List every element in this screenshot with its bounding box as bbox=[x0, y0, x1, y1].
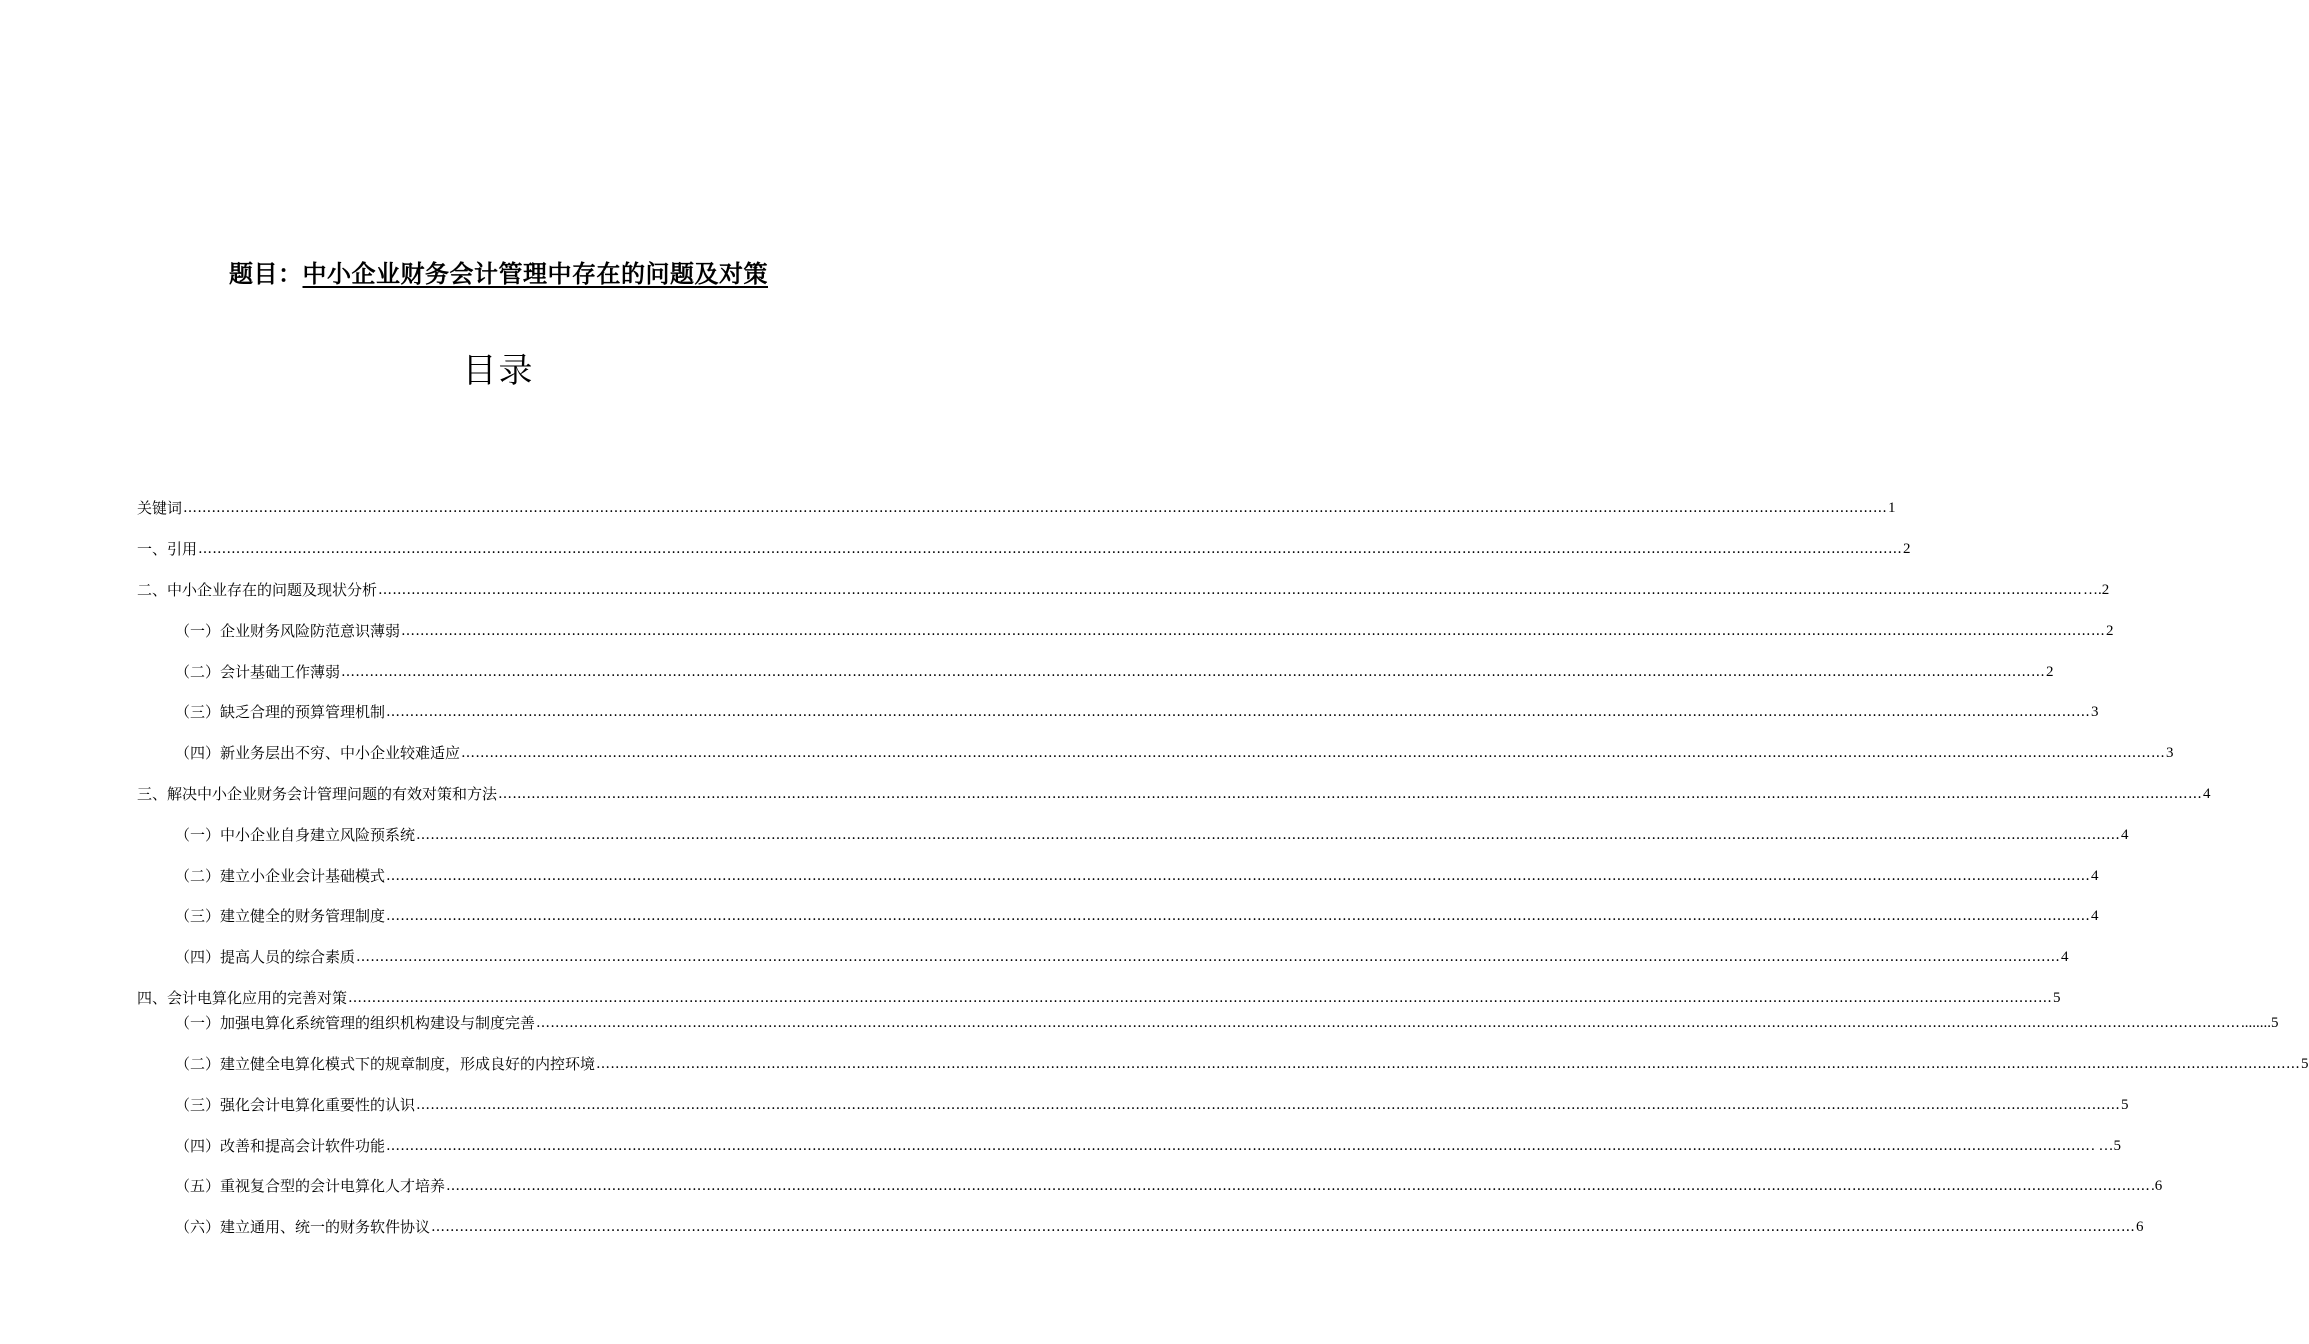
toc-leader-dots: ……………………………………………………………………………………………………………………………………………………………………………………………………………………………………………………………………………………………………………………………… bbox=[461, 745, 2166, 761]
toc-entry-label: （三）建立健全的财务管理制度 bbox=[175, 907, 386, 925]
toc-entry bbox=[175, 823, 2129, 847]
toc-entry-label: 关键词 bbox=[137, 499, 183, 517]
toc-entry-label: （四）改善和提高会计软件功能 bbox=[175, 1137, 386, 1155]
toc-leader-dots: ……………………………………………………………………………………………………………………………………………………………………………………………………………………………………………………………………………………………………………………………… bbox=[378, 582, 2083, 598]
toc-entry-page: 2 bbox=[1903, 541, 1911, 557]
toc-leader-dots: ……………………………………………………………………………………………………………………………………………………………………………………………………………………………………………………………………………………………………………………………… bbox=[198, 541, 1903, 557]
toc-leader-dots: ……………………………………………………………………………………………………………………………………………………………………………………………………………………………………………………………………………………………………………………………… bbox=[416, 1097, 2121, 1113]
toc-entry-label: 二、中小企业存在的问题及现状分析 bbox=[137, 581, 378, 599]
toc-entry bbox=[175, 660, 2054, 684]
toc-entry bbox=[137, 578, 2110, 602]
toc-entry-label: （三）强化会计电算化重要性的认识 bbox=[175, 1096, 416, 1114]
toc-entry-page: 4 bbox=[2121, 827, 2129, 843]
toc-entry bbox=[175, 1093, 2129, 1117]
toc-entry bbox=[175, 1174, 2163, 1198]
toc-leader-dots: ……………………………………………………………………………………………………………………………………………………………………………………………………………………………………………………………………………………………………………………………… bbox=[431, 1219, 2136, 1235]
toc-leader-dots: ……………………………………………………………………………………………………………………………………………………………………………………………………………………………………………………………………………………………………………………………… bbox=[341, 664, 2046, 680]
toc-entry bbox=[175, 700, 2099, 724]
toc-leader-dots: ……………………………………………………………………………………………………………………………………………………………………………………………………………………………………………………………………………………………………………………………… bbox=[183, 500, 1888, 516]
toc-entry bbox=[175, 1134, 2122, 1158]
title-main: 中小企业财务会计管理中存在的问题及对策 bbox=[302, 259, 768, 288]
toc-entry-label: （三）缺乏合理的预算管理机制 bbox=[175, 703, 386, 721]
toc-entry-page: 4 bbox=[2091, 868, 2099, 884]
toc-entry-page: 6 bbox=[2136, 1219, 2144, 1235]
toc-entry-page: 5 bbox=[2053, 990, 2061, 1006]
toc-leader-dots: ……………………………………………………………………………………………………………………………………………………………………………………………………………………………………………………………………………………………………………………………… bbox=[386, 1138, 2091, 1154]
toc-leader-dots: ……………………………………………………………………………………………………………………………………………………………………………………………………………………………………………………………………………………………………………………………… bbox=[446, 1178, 2151, 1194]
toc-entry bbox=[175, 1052, 2309, 1076]
toc-entry-page: 2 bbox=[2046, 664, 2054, 680]
toc-entry-page: . …5 bbox=[2091, 1138, 2122, 1154]
toc-entry bbox=[175, 1011, 2279, 1035]
toc-entry bbox=[175, 864, 2099, 888]
toc-leader-dots: ……………………………………………………………………………………………………………………………………………………………………………………………………………………………………………………………………………………………………………………………… bbox=[386, 868, 2091, 884]
toc-entry bbox=[175, 1215, 2144, 1239]
toc-entry-page: 4 bbox=[2091, 908, 2099, 924]
toc-entry-page: 2 bbox=[2106, 623, 2114, 639]
toc-leader-dots: ……………………………………………………………………………………………………………………………………………………………………………………………………………………………………………………………………………………………………………………………… bbox=[416, 827, 2121, 843]
toc-entry-label: （一）中小企业自身建立风险预系统 bbox=[175, 826, 416, 844]
toc-entry-label: （五）重视复合型的会计电算化人才培养 bbox=[175, 1177, 446, 1195]
toc-entry-label: （二）会计基础工作薄弱 bbox=[175, 663, 341, 681]
toc-entry bbox=[137, 496, 1896, 520]
toc-entry-page: ........5 bbox=[2241, 1015, 2279, 1031]
toc-entry-label: （四）新业务层出不穷、中小企业较难适应 bbox=[175, 744, 461, 762]
toc-entry bbox=[137, 537, 1911, 561]
toc-entry-page: .6 bbox=[2151, 1178, 2163, 1194]
title-prefix: 题目： bbox=[229, 259, 303, 288]
toc-entry-page: 5 bbox=[2301, 1056, 2309, 1072]
toc-entry-label: （四）提高人员的综合素质 bbox=[175, 948, 356, 966]
toc-entry bbox=[175, 904, 2099, 928]
toc-entry bbox=[137, 782, 2211, 806]
toc-leader-dots: ……………………………………………………………………………………………………………………………………………………………………………………………………………………………………………………………………………………………………………………………… bbox=[356, 949, 2061, 965]
toc-leader-dots: ……………………………………………………………………………………………………………………………………………………………………………………………………………………………………………………………………………………………………………………………… bbox=[401, 623, 2106, 639]
toc-entry bbox=[137, 986, 2061, 1010]
toc-leader-dots: ……………………………………………………………………………………………………………………………………………………………………………………………………………………………………………………………………………………………………………………………… bbox=[596, 1056, 2301, 1072]
toc-entry bbox=[175, 741, 2174, 765]
toc-entry-label: 四、会计电算化应用的完善对策 bbox=[137, 989, 348, 1007]
toc-entry-label: （二）建立小企业会计基础模式 bbox=[175, 867, 386, 885]
toc-entry bbox=[175, 945, 2069, 969]
toc-entry-label: 一、引用 bbox=[137, 540, 198, 558]
toc-entry-page: 5 bbox=[2121, 1097, 2129, 1113]
toc-leader-dots: ……………………………………………………………………………………………………………………………………………………………………………………………………………………………………………………………………………………………………………………………… bbox=[386, 704, 2091, 720]
toc-entry-page: 3 bbox=[2166, 745, 2174, 761]
toc-entry bbox=[175, 619, 2114, 643]
toc-leader-dots: ……………………………………………………………………………………………………………………………………………………………………………………………………………………………………………………………………………………………………………………………… bbox=[348, 990, 2053, 1006]
toc-entry-label: （六）建立通用、统一的财务软件协议 bbox=[175, 1218, 431, 1236]
toc-entry-page: 4 bbox=[2061, 949, 2069, 965]
toc-heading: 目录 bbox=[462, 351, 535, 391]
toc-entry-page: 3 bbox=[2091, 704, 2099, 720]
toc-entry-label: （一）加强电算化系统管理的组织机构建设与制度完善 bbox=[175, 1014, 536, 1032]
toc-entry-label: （一）企业财务风险防范意识薄弱 bbox=[175, 622, 401, 640]
toc-entry-page: 4 bbox=[2203, 786, 2211, 802]
toc-entry-page: ….2 bbox=[2083, 582, 2110, 598]
toc-leader-dots: ……………………………………………………………………………………………………………………………………………………………………………………………………………………………………………………………………………………………………………………………… bbox=[536, 1015, 2241, 1031]
toc-leader-dots: ……………………………………………………………………………………………………………………………………………………………………………………………………………………………………………………………………………………………………………………………… bbox=[386, 908, 2091, 924]
toc-leader-dots: ……………………………………………………………………………………………………………………………………………………………………………………………………………………………………………………………………………………………………………………………… bbox=[498, 786, 2203, 802]
toc-entry-label: （二）建立健全电算化模式下的规章制度，形成良好的内控环境 bbox=[175, 1055, 596, 1073]
toc-entry-label: 三、解决中小企业财务会计管理问题的有效对策和方法 bbox=[137, 785, 498, 803]
toc-entry-page: 1 bbox=[1888, 500, 1896, 516]
